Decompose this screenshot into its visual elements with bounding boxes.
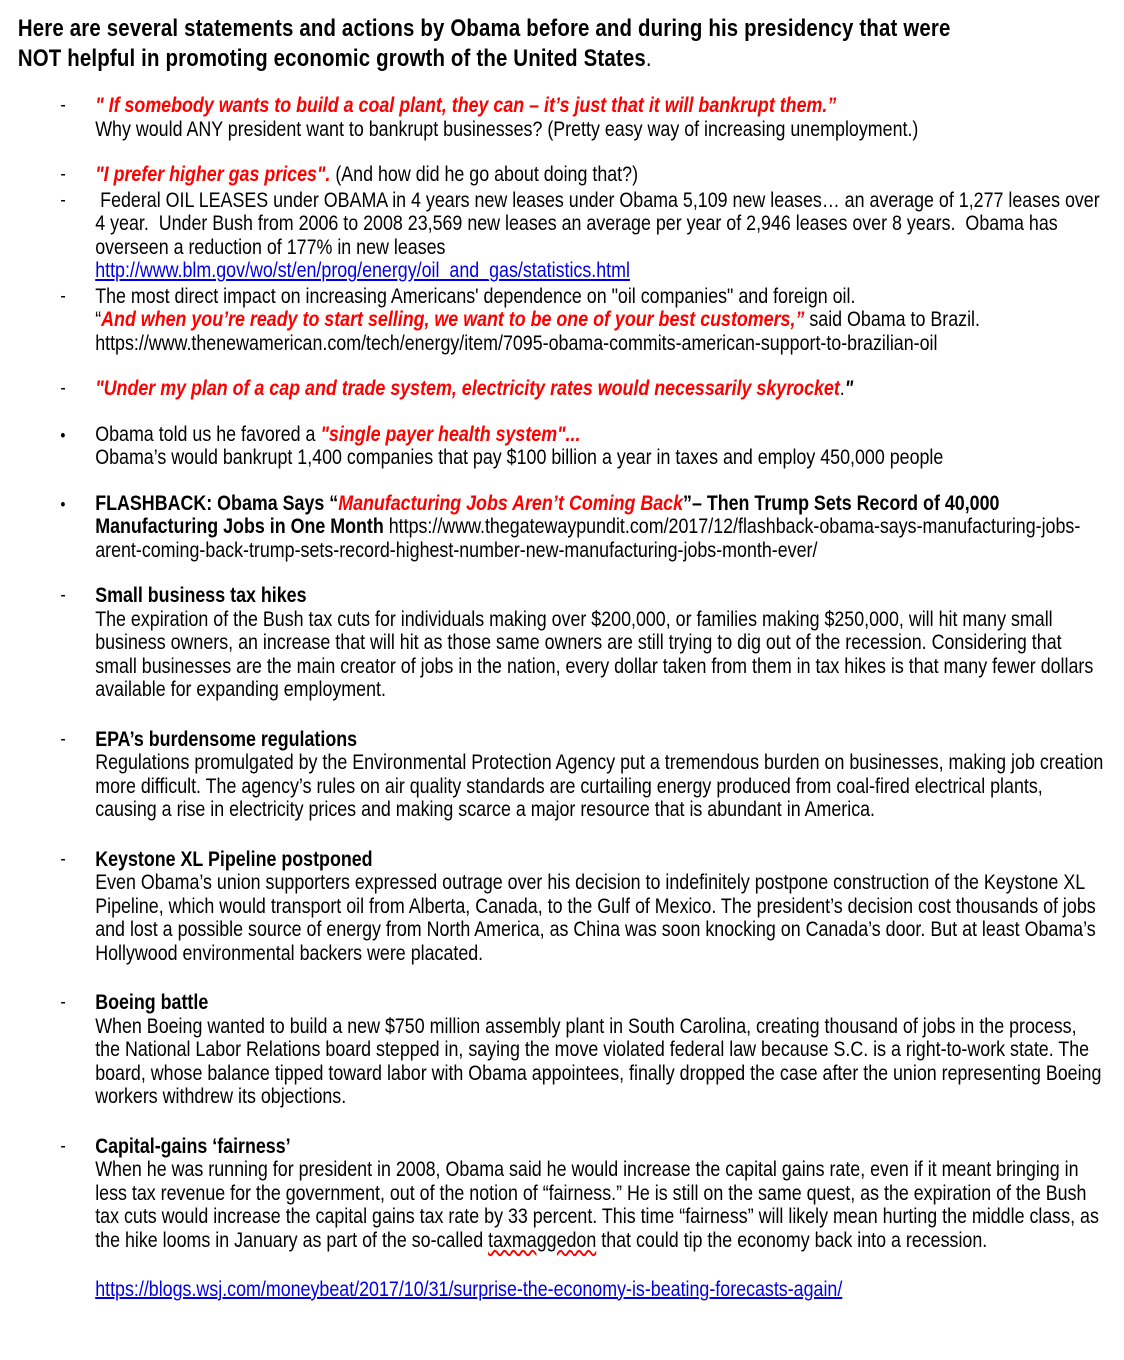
page-title-line2: NOT helpful in promoting economic growth of the United States	[17, 45, 646, 72]
list-item-small-business	[0, 584, 1124, 702]
dash-bullet: -	[60, 1135, 66, 1157]
oil-leases-link-line	[95, 259, 1105, 283]
flashback-quote: Manufacturing Jobs Aren’t Coming Back	[338, 491, 684, 515]
brazil-quote-line	[95, 308, 1105, 332]
small-business-body: The expiration of the Bush tax cuts for individuals making over $200,000, or families making $250,000, will hit many small business owners, an increase that will hit as those same owners are still trying to dig out of the recession. Considering that small businesses are the main creator of jobs in the nation, every dollar taken from them in tax hikes is that many fewer dollars available for expanding employment.	[95, 607, 1099, 701]
dash-bullet: -	[60, 95, 66, 116]
list-item-keystone	[0, 848, 1124, 966]
dash-bullet: -	[60, 189, 66, 211]
capital-gains-title: Capital-gains ‘fairness’	[95, 1134, 291, 1158]
capital-gains-body	[95, 1158, 1105, 1252]
blm-statistics-link[interactable]: http://www.blm.gov/wo/st/en/prog/energy/oil_and_gas/statistics.html	[95, 259, 630, 282]
single-payer-lead: Obama told us he favored a	[95, 422, 321, 446]
list-item-boeing	[0, 991, 1124, 1109]
flashback-paragraph	[95, 492, 1105, 563]
list-item-capital-gains	[0, 1135, 1124, 1253]
gas-prices-line	[95, 163, 1105, 187]
keystone-body: Even Obama’s union supporters expressed outrage over his decision to indefinitely postpone construction of the Keystone XL Pipeline, which would transport oil from Alberta, Canada, to the Gulf of Mexico. The president’s decision cost thousands of jobs and lost a possible source of energy from North America, as China was soon knocking on Canada’s door. But at least Obama’s Hollywood environmental backers were placated.	[95, 871, 1101, 965]
boeing-body: When Boeing wanted to build a new $750 million assembly plant in South Carolina, creating thousand of jobs in the process, the National Labor Relations board stepped in, saying the move violated federal law because S.C. is a right-to-work state. The board, whose balance tipped toward labor with Obama appointees, finally dropped the case after the union representing Boeing workers withdrew its objections.	[95, 1014, 1107, 1108]
list-item-cap-trade	[0, 377, 1124, 401]
page-title-line1: Here are several statements and actions by Obama before and during his presidency that were	[17, 15, 951, 42]
brazil-attribution: said Obama to Brazil.	[804, 308, 980, 331]
footer-link-line	[95, 1278, 1105, 1302]
single-payer-line	[95, 423, 1105, 447]
dot-bullet: •	[60, 494, 66, 514]
oil-leases-text: Federal OIL LEASES under OBAMA in 4 years new leases under Obama 5,109 new leases… an average of 1,277 leases over 4 year. Under Bush from 2006 to 2008 23,569 new leases an average per year of 2,946 leases over 8 years. Obama has overseen a reduction of 177% in new leases	[95, 188, 1105, 259]
gatewaypundit-url-text: https://www.thegatewaypundit.com/2017/12/flashback-obama-says-manufacturing-jobs-arent-coming-back-trump-sets-record-highest-number-new-manufacturing-jobs-month-ever/	[95, 515, 1081, 562]
brazil-open-quote: “	[95, 308, 102, 331]
dash-bullet: -	[60, 992, 66, 1013]
dash-bullet: -	[60, 848, 66, 870]
single-payer-detail: Obama’s would bankrupt 1,400 companies that pay $100 billion a year in taxes and employ 450,000 people	[95, 446, 944, 469]
gas-prices-quote: "I prefer higher gas prices".	[95, 163, 331, 186]
cap-trade-line	[95, 377, 1105, 401]
list-item-oil-dependence	[0, 285, 1124, 356]
capital-gains-body-pre: When he was running for president in 2008, Obama said he would increase the capital gains rate, even if it meant bringing in less tax revenue for the government, out of the notion of “fairness.” He is still on the same quest, as the expiration of the Bush tax cuts would increase the capital gains tax rate by 33 percent. This time “fairness” will likely mean hurting the middle class, as the hike looms in January as part of the so-called	[95, 1158, 1104, 1252]
boeing-title: Boeing battle	[95, 991, 209, 1014]
dash-bullet: -	[60, 164, 66, 185]
wsj-moneybeat-link[interactable]: https://blogs.wsj.com/moneybeat/2017/10/31/surprise-the-economy-is-beating-forecasts-again/	[95, 1278, 843, 1301]
list-item-epa	[0, 728, 1124, 822]
dash-bullet: -	[60, 728, 66, 750]
dot-bullet: •	[60, 425, 66, 445]
coal-plant-comment: Why would ANY president want to bankrupt businesses? (Pretty easy way of increasing unemployment.)	[95, 117, 919, 141]
oil-dependence-text: The most direct impact on increasing Americans' dependence on "oil companies" and foreign oil.	[95, 284, 856, 308]
coal-plant-quote: " If somebody wants to build a coal plant, they can – it’s just that it will bankrupt them.”	[95, 94, 837, 117]
epa-body: Regulations promulgated by the Environmental Protection Agency put a tremendous burden on businesses, making job creation more difficult. The agency’s rules on air quality standards are curtailing energy produced from coal-fired electrical plants, causing a rise in electricity prices and making scarce a major resource that is abundant in America.	[95, 751, 1109, 821]
list-item-oil-leases	[0, 189, 1124, 283]
capital-gains-body-post: that could tip the economy back into a recession.	[596, 1228, 988, 1252]
cap-trade-quote: "Under my plan of a cap and trade system, electricity rates would necessarily skyrocket	[95, 377, 840, 400]
flashback-tail: ”– Then Trump Sets Record of 40,000 Manufacturing Jobs in One Month	[95, 491, 1005, 538]
list-item-flashback	[0, 492, 1124, 563]
list-item-single-payer	[0, 423, 1124, 470]
page-title	[18, 14, 1124, 74]
gas-prices-comment: (And how did he go about doing that?)	[330, 163, 639, 186]
taxmaggedon-misspelled-word: taxmaggedon	[488, 1228, 597, 1252]
dash-bullet: -	[60, 378, 66, 399]
page-title-period: .	[645, 45, 652, 72]
dash-bullet: -	[60, 585, 66, 606]
epa-title: EPA’s burdensome regulations	[95, 727, 358, 751]
list-item-gas-prices	[0, 163, 1124, 187]
thenewamerican-url-text: https://www.thenewamerican.com/tech/energy/item/7095-obama-commits-american-support-to-brazilian-oil	[95, 331, 938, 355]
cap-trade-close-quote: "	[844, 377, 854, 400]
brazil-close-quote: ”	[795, 308, 805, 331]
footer-link-row	[0, 1278, 1124, 1302]
flashback-lead: FLASHBACK: Obama Says “	[95, 491, 339, 515]
single-payer-quote: "single payer health system"...	[320, 422, 581, 446]
brazil-quote: And when you’re ready to start selling, we want to be one of your best customers,	[101, 308, 796, 331]
dash-bullet: -	[60, 285, 66, 307]
cap-trade-period: .	[839, 377, 845, 400]
keystone-title: Keystone XL Pipeline postponed	[95, 847, 373, 871]
small-business-title: Small business tax hikes	[95, 584, 307, 607]
coal-plant-quote-line	[95, 94, 1105, 118]
list-item-coal-plant	[0, 94, 1124, 141]
